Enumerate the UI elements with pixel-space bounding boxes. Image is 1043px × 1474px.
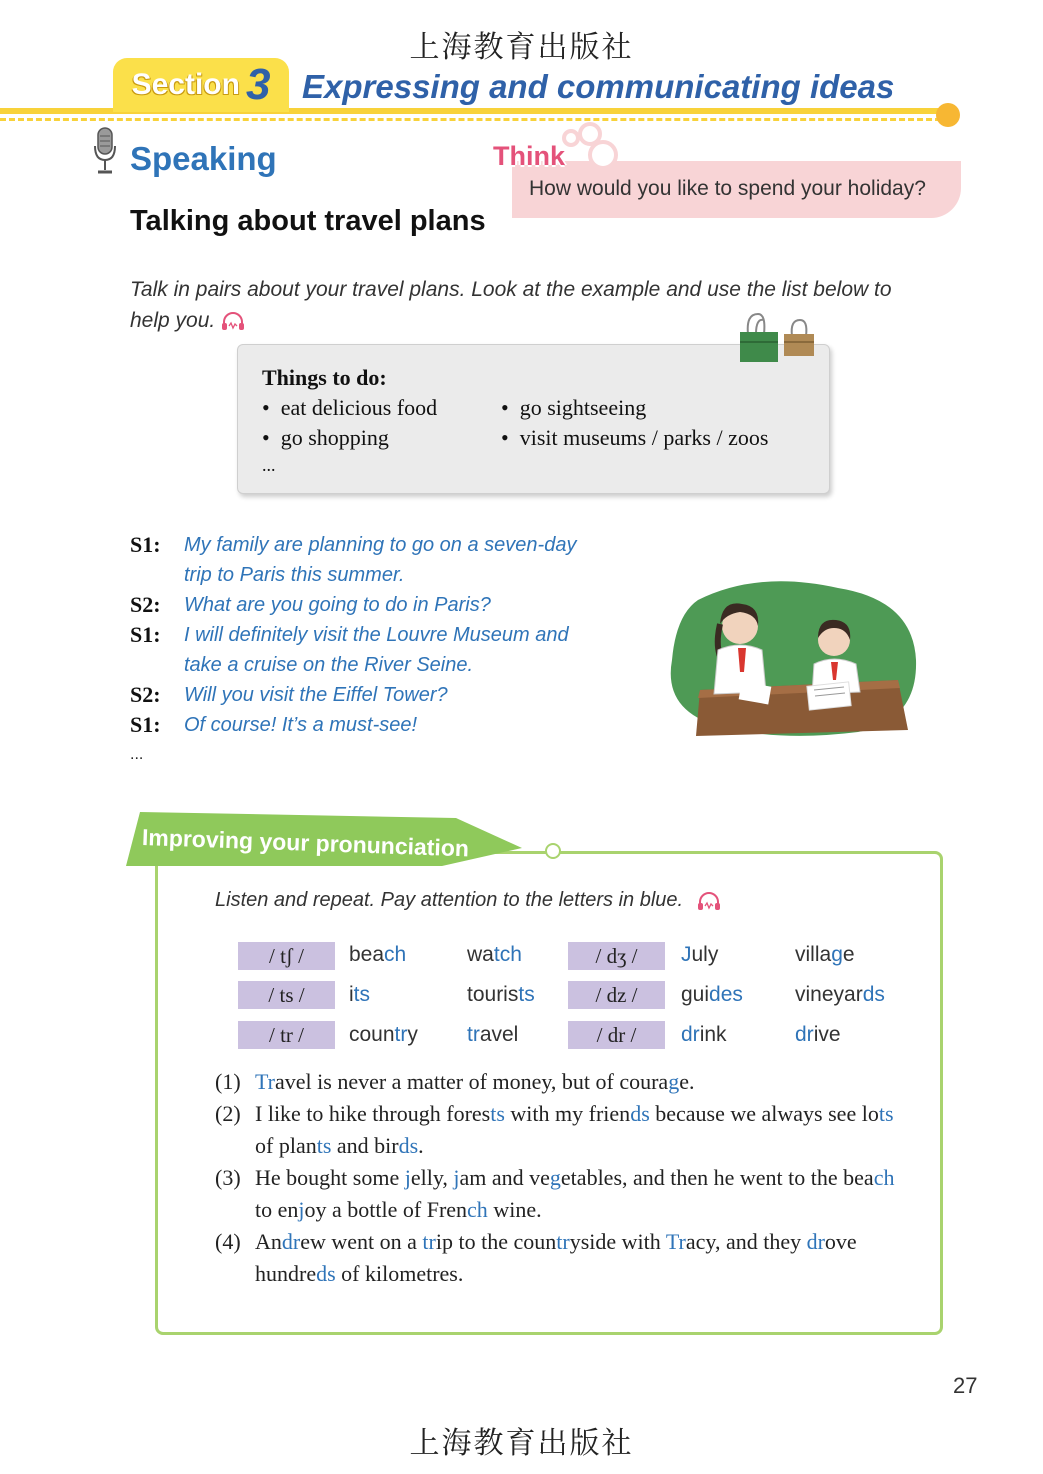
section-dash-rule bbox=[0, 118, 950, 121]
think-bubble bbox=[588, 140, 618, 170]
headphone-icon[interactable] bbox=[221, 311, 245, 331]
dialogue-more: ... bbox=[130, 746, 144, 763]
dialogue-line: S2: Will you visit the Eiffel Tower? bbox=[130, 682, 448, 707]
dialogue-line: S1: My family are planning to go on a seven-day bbox=[130, 532, 577, 557]
section-word: Section bbox=[131, 68, 240, 101]
phoneme-label: / tr / bbox=[238, 1021, 335, 1049]
dialogue bbox=[130, 530, 610, 770]
pronunciation-banner-dot bbox=[545, 843, 561, 859]
sentence: (3) He bought some jelly, jam and vegetables, and then he went to the beach to enjoy a bottle of French wine. bbox=[215, 1165, 895, 1222]
page-number: 27 bbox=[953, 1373, 978, 1398]
headphone-icon[interactable] bbox=[697, 891, 721, 911]
todo-item: • eat delicious food bbox=[262, 395, 438, 420]
students-illustration bbox=[668, 580, 918, 738]
pronunciation-instruction-text: Listen and repeat. Pay attention to the letters in blue. bbox=[215, 889, 684, 911]
example-word: tourists bbox=[467, 983, 535, 1006]
example-word: drive bbox=[795, 1023, 841, 1046]
phoneme-label: / dr / bbox=[568, 1021, 665, 1049]
sentence: (1) Travel is never a matter of money, but of courage. bbox=[215, 1069, 695, 1094]
example-word: country bbox=[349, 1023, 418, 1046]
think-question: How would you like to spend your holiday? bbox=[529, 177, 926, 200]
sentence: (2) I like to hike through forests with my friends because we always see lots of plants and birds. bbox=[215, 1101, 894, 1158]
todo-item: • go shopping bbox=[262, 425, 389, 450]
example-word: travel bbox=[467, 1023, 519, 1046]
example-word: vineyards bbox=[795, 983, 885, 1006]
things-to-do-box bbox=[237, 344, 830, 494]
think-label: Think bbox=[493, 141, 565, 171]
example-word: drink bbox=[681, 1023, 727, 1046]
subheading: Talking about travel plans bbox=[130, 205, 486, 237]
phoneme-label: / tʃ / bbox=[238, 942, 335, 970]
section-tab bbox=[113, 58, 289, 112]
dialogue-line: trip to Paris this summer. bbox=[184, 564, 405, 586]
speaking-heading: Speaking bbox=[130, 140, 277, 177]
section-rule-end-dot bbox=[936, 103, 960, 127]
dialogue-line: take a cruise on the River Seine. bbox=[184, 654, 474, 676]
example-word: its bbox=[349, 983, 371, 1006]
section-title: Expressing and communicating ideas bbox=[302, 68, 895, 105]
example-word: guides bbox=[681, 983, 743, 1006]
pronunciation-title: Improving your pronunciation bbox=[141, 824, 470, 862]
phoneme-label: / ts / bbox=[238, 981, 335, 1009]
sentence: (4) Andrew went on a trip to the countryside with Tracy, and they drove hundreds of kilometres. bbox=[215, 1229, 857, 1286]
phoneme-label: / dʒ / bbox=[568, 942, 665, 970]
dialogue-line: S2: What are you going to do in Paris? bbox=[130, 592, 491, 617]
example-word: beach bbox=[349, 943, 407, 966]
publisher-footer: 上海教育出版社 bbox=[409, 1426, 634, 1461]
pronunciation-instruction bbox=[215, 889, 721, 912]
example-word: village bbox=[795, 943, 855, 966]
binder-clip-icon bbox=[738, 312, 818, 364]
dialogue-line: S1: Of course! It’s a must-see! bbox=[130, 712, 418, 737]
todo-more: ... bbox=[262, 455, 276, 475]
phoneme-label: / dz / bbox=[568, 981, 665, 1009]
todo-item: • visit museums / parks / zoos bbox=[501, 425, 769, 450]
todo-title: Things to do: bbox=[262, 365, 387, 390]
example-word: watch bbox=[467, 943, 522, 966]
practice-sentences bbox=[215, 1066, 895, 1290]
instruction-text: Talk in pairs about your travel plans. Look at the example and use the list below to help you. bbox=[130, 278, 892, 332]
todo-item: • go sightseeing bbox=[501, 395, 647, 420]
example-word: July bbox=[681, 943, 719, 966]
publisher-header: 上海教育出版社 bbox=[409, 30, 634, 65]
dialogue-line: S1: I will definitely visit the Louvre Museum and bbox=[130, 622, 569, 647]
microphone-icon bbox=[92, 126, 118, 176]
section-number: 3 bbox=[245, 60, 271, 109]
